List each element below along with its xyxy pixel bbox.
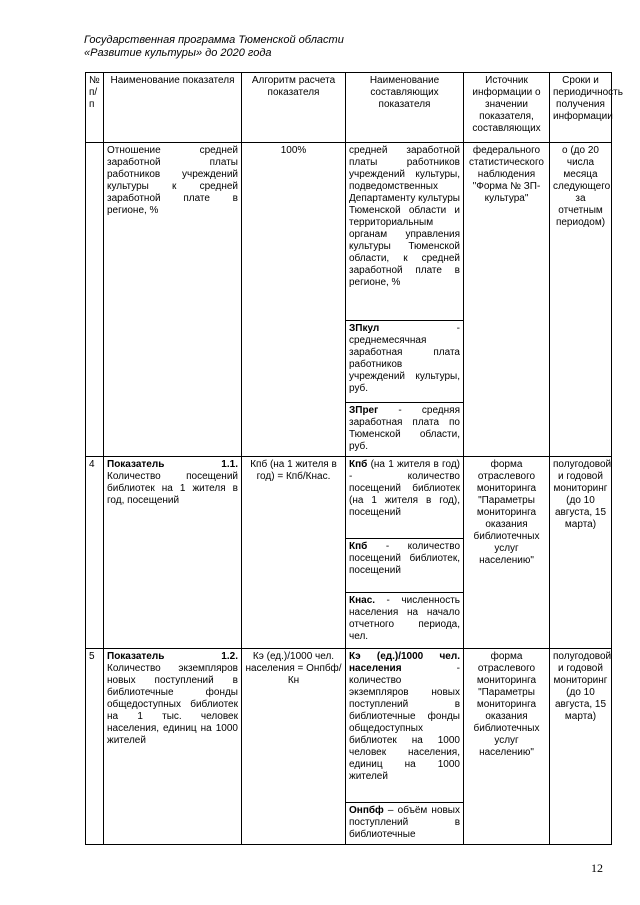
row3-algorithm: Кэ (ед.)/1000 чел. населения = Онпбф/Кн	[242, 649, 346, 845]
row3-name	[104, 649, 242, 845]
row2-name-text: Количество посещений библиотек на 1 жителя в год, посещений	[107, 471, 238, 506]
table-row	[86, 143, 612, 321]
row1-name: Отношение средней заработной платы работников учреждений культуры к средней заработной плате в регионе, %	[104, 143, 242, 457]
row1-component-3-term: ЗПрег	[349, 405, 379, 416]
row1-component-2-term: ЗПкул	[349, 323, 380, 334]
header-program-title: Государственная программа Тюменской области	[84, 34, 344, 46]
header-components: Наименование составляющих показателя	[346, 73, 464, 143]
row3-source: форма отраслевого мониторинга "Параметры мониторинга оказания библиотечных услуг населению"	[464, 649, 550, 845]
row1-component-2-text: - среднемесячная заработная плата работников учреждений культуры, руб.	[349, 323, 460, 394]
header-algorithm: Алгоритм расчета показателя	[242, 73, 346, 143]
row3-name-bold: Показатель 1.2.	[107, 651, 238, 662]
header-num: № п/п	[86, 73, 104, 143]
row2-source: форма отраслевого мониторинга "Параметры мониторинга оказания библиотечных услуг населению"	[464, 457, 550, 649]
row3-name-text: Количество экземпляров новых поступлений в библиотечные фонды общедоступных библиотек на 1 тыс. человек населения, единиц на 1000 жителей	[107, 663, 238, 746]
document-header	[84, 34, 344, 60]
row1-component-1: средней заработной платы работников учреждений культуры, подведомственных Департаменту культуры Тюменской области и территориальным органам управления культуры Тюменской области, к средней заработной плате в регионе, %	[346, 143, 464, 321]
header-terms: Сроки и периодичность получения информации	[550, 73, 612, 143]
row2-name-bold: Показатель 1.1.	[107, 459, 238, 470]
row2-component-1	[346, 457, 464, 539]
header-program-subtitle: «Развитие культуры» до 2020 года	[84, 47, 272, 59]
row2-component-3-term: Кнас.	[349, 595, 376, 606]
row1-algorithm: 100%	[242, 143, 346, 457]
row2-component-2	[346, 539, 464, 593]
row1-source: федерального статистического наблюдения "Форма № ЗП-культура"	[464, 143, 550, 457]
row3-num: 5	[86, 649, 104, 845]
row1-component-3	[346, 403, 464, 457]
row2-component-3	[346, 593, 464, 649]
row3-terms: полугодовой и годовой мониторинг (до 10 августа, 15 марта)	[550, 649, 612, 845]
row3-component-2-text: – объём новых поступлений в библиотечные	[349, 805, 460, 840]
table-row	[86, 457, 612, 539]
header-name: Наименование показателя	[104, 73, 242, 143]
page-number: 12	[591, 861, 603, 875]
row1-terms: о (до 20 числа месяца следующего за отчетным периодом)	[550, 143, 612, 457]
row2-component-1-term: Кпб	[349, 459, 368, 470]
row2-name	[104, 457, 242, 649]
row3-component-1-text: - количество экземпляров новых поступлений в библиотечные фонды общедоступных библиотек на 1000 человек населения, единиц на 1000 жителей	[349, 663, 460, 782]
row3-component-2	[346, 803, 464, 845]
row3-component-1-term: Кэ (ед.)/1000 чел. населения	[349, 651, 460, 674]
row2-component-2-text: - количество посещений библиотек, посещений	[349, 541, 460, 576]
row2-component-2-term: Кпб	[349, 541, 368, 552]
row3-component-1	[346, 649, 464, 803]
row1-component-3-text: - средняя заработная плата по Тюменской области, руб.	[349, 405, 460, 452]
row3-component-2-term: Онпбф	[349, 805, 384, 816]
row2-num: 4	[86, 457, 104, 649]
table-header-row	[86, 73, 612, 143]
row2-terms: полугодовой и годовой мониторинг (до 10 августа, 15 марта)	[550, 457, 612, 649]
row1-component-2	[346, 321, 464, 403]
row2-component-3-text: - численность населения на начало отчетного периода, чел.	[349, 595, 460, 642]
header-source: Источник информации о значении показателя, составляющих	[464, 73, 550, 143]
row2-algorithm: Кпб (на 1 жителя в год) = Кпб/Кнас.	[242, 457, 346, 649]
table-row	[86, 649, 612, 803]
indicators-table	[85, 72, 623, 845]
row1-num	[86, 143, 104, 457]
row2-component-1-text: (на 1 жителя в год) - количество посещений библиотек (на 1 жителя в год), посещений	[349, 459, 460, 518]
